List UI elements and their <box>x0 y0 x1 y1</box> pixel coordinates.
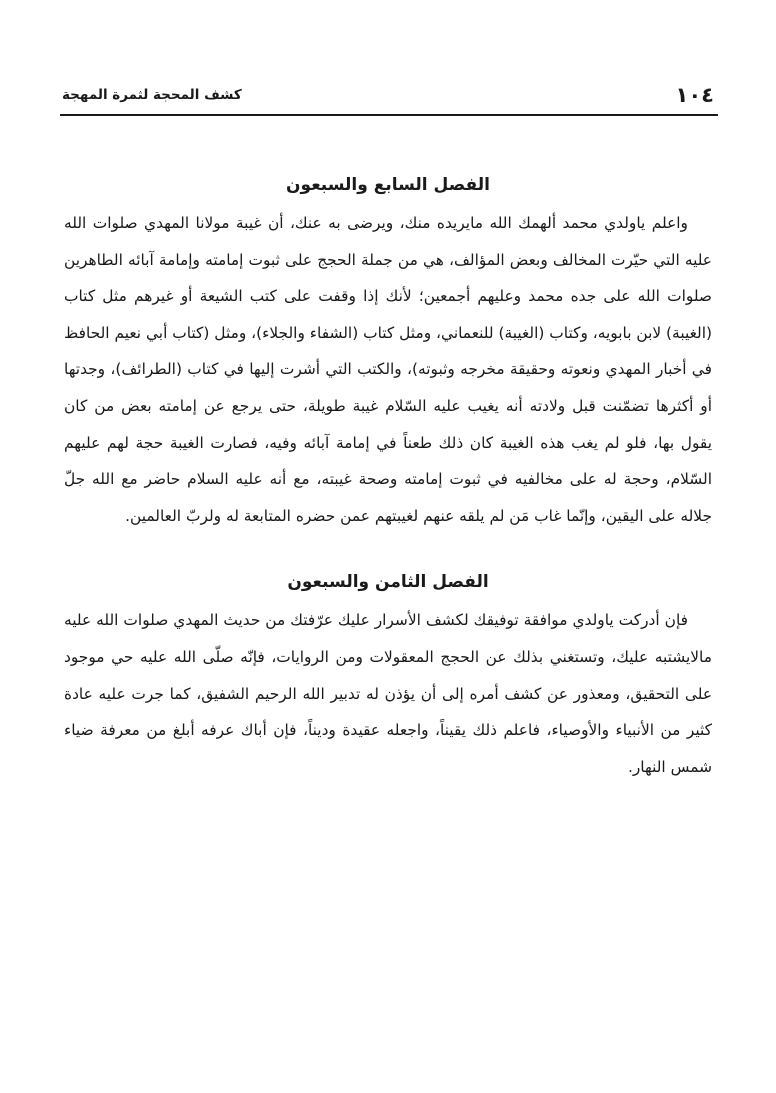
page-number: ١٠٤ <box>675 83 714 107</box>
page-body <box>64 165 712 785</box>
running-header <box>62 80 714 108</box>
chapter-heading: الفصل الثامن والسبعون <box>287 572 489 593</box>
chapter-heading: الفصل السابع والسبعون <box>286 175 490 195</box>
running-book-title: كشف المحجة لثمرة المهجة <box>62 87 242 103</box>
chapter-paragraph: واعلم ياولدي محمد ألهمك الله مايريده منك، ويرضى به عنك، أن غيبة مولانا المهدي صلوات الله عليه التي حيّرت المخالف وبعض المؤالف، هي من جملة الحجج على ثبوت إمامته وإمامة آبائه الطاهرين صلوات الله على جده محمد وعليهم أجمعين؛ لأنك إذا وقفت على كتب الشيعة أو غيرهم مثل كتاب (الغيبة) لابن بابويه، وكتاب (الغيبة) للنعماني، ومثل كتاب (الشفاء والجلاء)، ومثل (كتاب أبي نعيم الحافظ في أخبار المهدي ونعوته وحقيقة مخرجه وثبوته)، والكتب التي أشرت إليها في كتاب (الطرائف)، وجدتها أو أكثرها تضمّنت قبل ولادته أنه يغيب عليه السّلام غيبة طويلة، حتى يرجع عن إمامته بعض من كان يقول بها، فلو لم يغب هذه الغيبة كان ذلك طعناً في إمامة آبائه وفيه، فصارت الغيبة حجة لهم عليهم السّلام، وحجة له على مخالفيه في ثبوت إمامته وصحة غيبته، مع أنه عليه السلام حاضر مع الله جلّ جلاله على اليقين، وإنّما غاب مَن لم يلقه عنهم لغيبتهم عمن حضره المتابعة له ولربّ العالمين. <box>64 214 712 525</box>
chapter-78 <box>64 562 712 785</box>
header-divider <box>60 114 718 116</box>
chapter-paragraph: فإن أدركت ياولدي موافقة توفيقك لكشف الأسرار عليك عرّفتك من حديث المهدي صلوات الله عليه مالايشتبه عليك، وتستغني بذلك عن الحجج المعقولات ومن الروايات، فإنّه صلّى الله عليه حي موجود على التحقيق، ومعذور عن كشف أمره إلى أن يؤذن له تدبير الله الرحيم الشفيق، كما جرت عليه عادة كثير من الأنبياء والأوصياء، فاعلم ذلك يقيناً، واجعله عقيدة وديناً، فإن أباك عرفه أبلغ من معرفة ضياء شمس النهار. <box>64 611 712 776</box>
chapter-77 <box>64 165 712 534</box>
